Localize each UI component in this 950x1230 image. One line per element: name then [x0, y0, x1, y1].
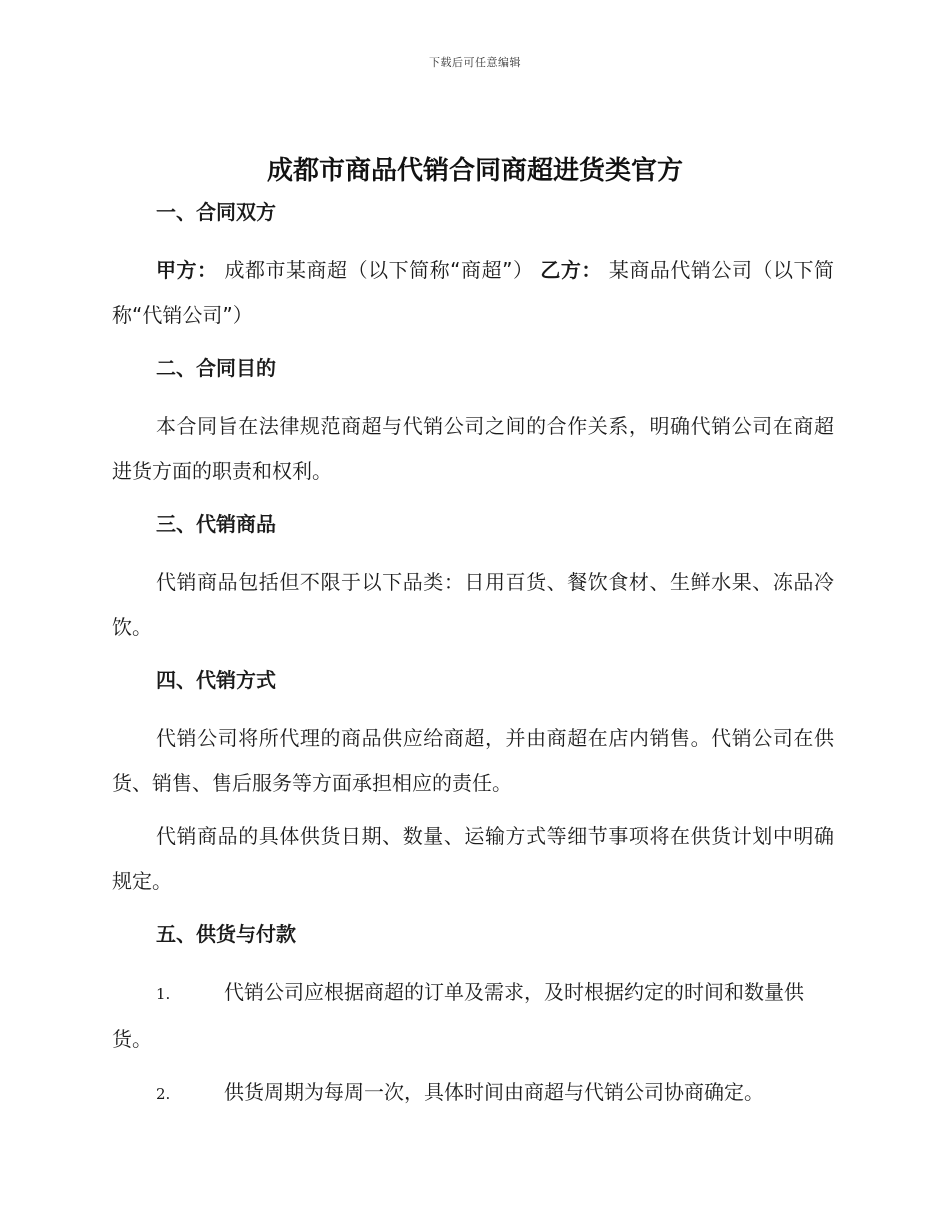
section-heading-parties: 一、合同双方: [156, 200, 276, 224]
supply-item-text: 代销公司应根据商超的订单及需求，及时根据约定的时间和数量供货。: [112, 980, 804, 1051]
party-a-value: 成都市某商超（以下简称“商超”）: [224, 258, 534, 282]
supply-item-number: 2.: [156, 1085, 171, 1103]
goods-paragraph: 代销商品包括但不限于以下品类：日用百货、餐饮食材、生鲜水果、冻品冷饮。: [112, 570, 834, 639]
party-a-label: 甲方：: [156, 258, 218, 282]
document-body: [112, 196, 834, 1125]
header-note: 下载后可任意编辑: [429, 56, 521, 69]
purpose-paragraph: 本合同旨在法律规范商超与代销公司之间的合作关系，明确代销公司在商超进货方面的职责和权利。: [112, 414, 834, 483]
party-b-value: 某商品代销公司（以下简称“代销公司”）: [112, 258, 835, 327]
document-title: 成都市商品代销合同商超进货类官方: [266, 156, 683, 186]
supply-item-number: 1.: [156, 985, 171, 1003]
section-heading-goods: 三、代销商品: [156, 512, 276, 536]
supply-item-text: 供货周期为每周一次，具体时间由商超与代销公司协商确定。: [224, 1080, 764, 1104]
parties-paragraph: [112, 248, 834, 338]
method-paragraph-1: 代销公司将所代理的商品供应给商超，并由商超在店内销售。代销公司在供货、销售、售后服务等方面承担相应的责任。: [112, 726, 834, 795]
supply-item: [112, 1070, 834, 1117]
section-heading-purpose: 二、合同目的: [156, 356, 276, 380]
party-b-label: 乙方：: [540, 258, 602, 282]
section-heading-supply: 五、供货与付款: [156, 922, 296, 946]
supply-item: [112, 970, 834, 1062]
section-heading-method: 四、代销方式: [156, 668, 276, 692]
method-paragraph-2: 代销商品的具体供货日期、数量、运输方式等细节事项将在供货计划中明确规定。: [112, 824, 834, 893]
